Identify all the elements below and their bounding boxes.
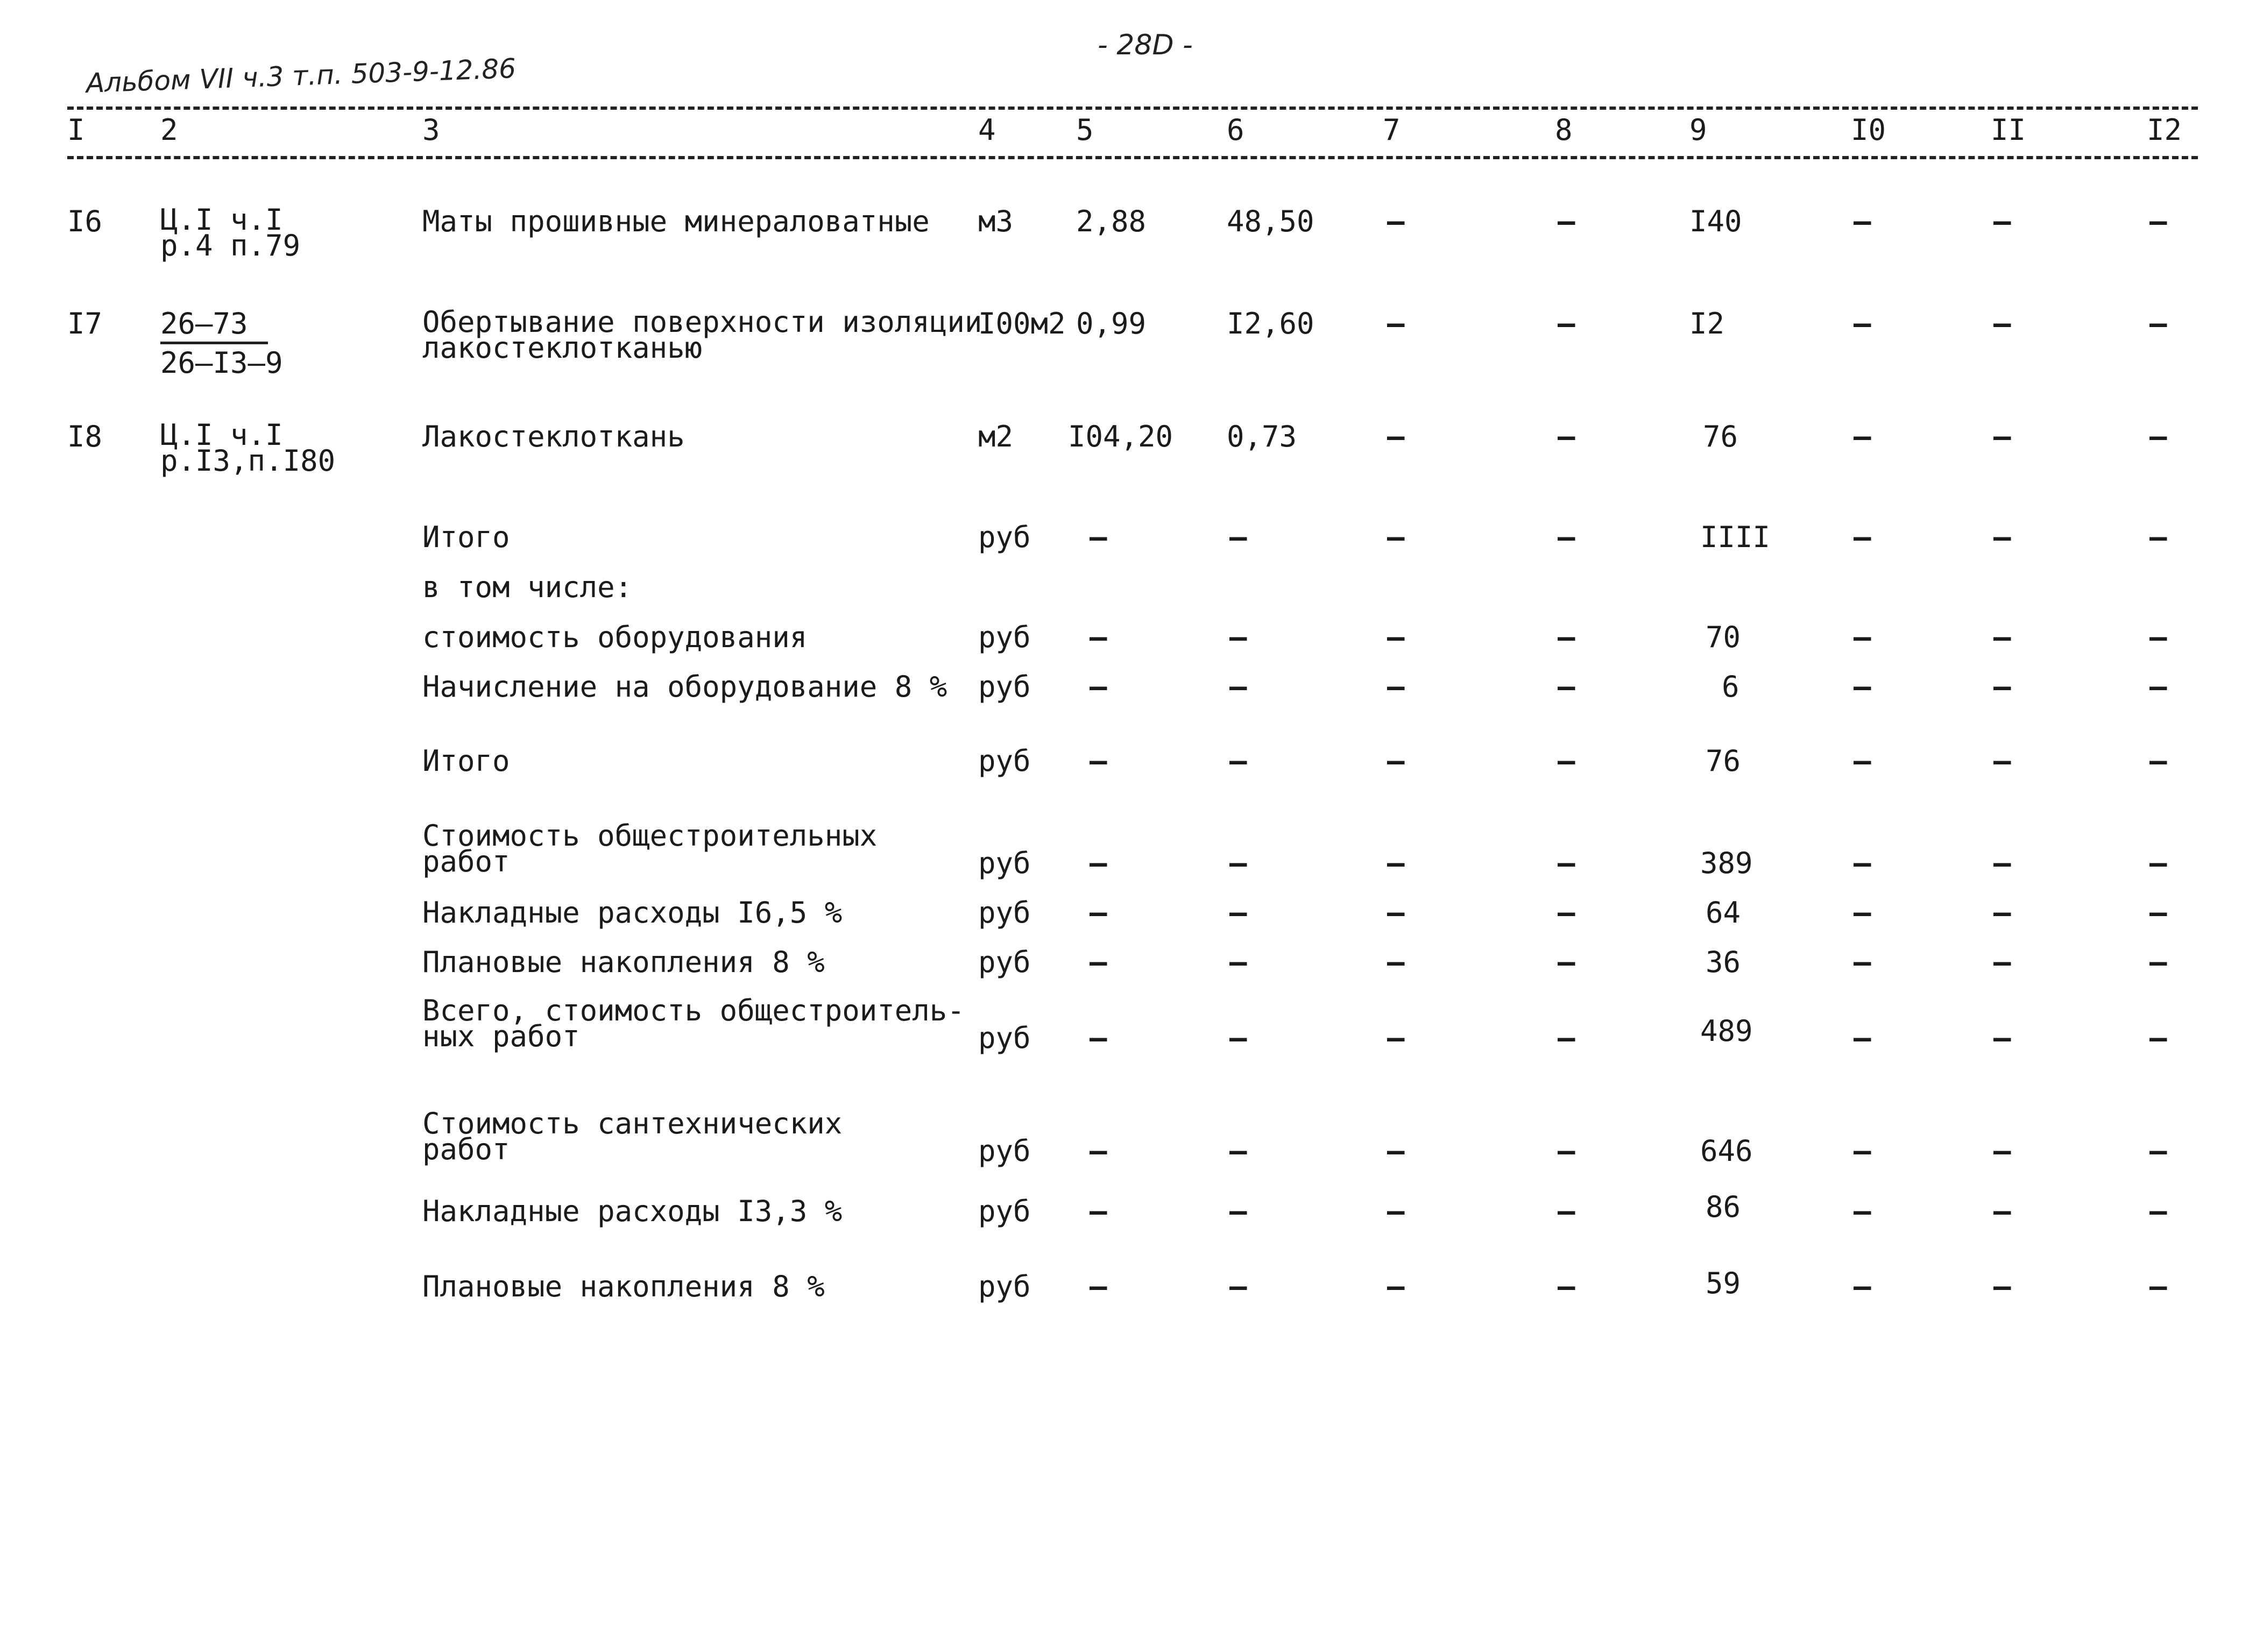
summary-col5: – (1090, 1134, 1107, 1168)
col-header-3: 3 (422, 113, 440, 147)
summary-col5: – (1090, 670, 1107, 704)
summary-col7: – (1387, 744, 1405, 778)
row-number: I6 (67, 204, 103, 238)
summary-unit: руб (978, 1270, 1031, 1303)
summary-value: 646 (1700, 1134, 1753, 1168)
summary-col10: – (1854, 1270, 1871, 1303)
summary-col5: – (1090, 620, 1107, 654)
summary-col7: – (1387, 1021, 1405, 1055)
ref-line: р.4 п.79 (160, 229, 301, 263)
summary-col8: – (1558, 1270, 1575, 1303)
summary-unit: руб (978, 846, 1031, 880)
summary-col6: – (1229, 520, 1247, 554)
row-col12: – (2149, 307, 2167, 341)
row-unit-price: 0,73 (1227, 420, 1297, 453)
summary-unit: руб (978, 744, 1031, 778)
summary-value: 389 (1700, 846, 1753, 880)
summary-col8: – (1558, 670, 1575, 704)
row-col11: – (1993, 307, 2011, 341)
summary-col6: – (1229, 896, 1247, 930)
summary-col6: – (1229, 670, 1247, 704)
summary-value: 86 (1706, 1190, 1741, 1224)
summary-col6: – (1229, 1021, 1247, 1055)
summary-unit: руб (978, 620, 1031, 654)
summary-col6: – (1229, 1270, 1247, 1303)
summary-col12: – (2149, 744, 2167, 778)
summary-col6: – (1229, 945, 1247, 979)
row-col8: – (1558, 420, 1575, 453)
col-header-6: 6 (1227, 113, 1244, 147)
row-unit: I00м2 (978, 307, 1066, 341)
summary-unit: руб (978, 520, 1031, 554)
summary-col6: – (1229, 1134, 1247, 1168)
summary-col11: – (1993, 1194, 2011, 1228)
summary-unit: руб (978, 1194, 1031, 1228)
album-reference: Альбом VII ч.3 т.п. 503-9-12.86 (85, 53, 517, 99)
summary-label: Итого (422, 520, 510, 554)
summary-col11: – (1993, 744, 2011, 778)
label-line: работ (422, 1132, 510, 1166)
ref-numerator: 26–73 (160, 309, 268, 344)
summary-col5: – (1090, 1021, 1107, 1055)
summary-col8: – (1558, 520, 1575, 554)
summary-col5: – (1090, 744, 1107, 778)
row-col7: – (1387, 307, 1405, 341)
summary-col10: – (1854, 620, 1871, 654)
summary-col10: – (1854, 1194, 1871, 1228)
row-unit: м2 (978, 420, 1014, 453)
row-col10: – (1854, 307, 1871, 341)
summary-col8: – (1558, 945, 1575, 979)
summary-col7: – (1387, 896, 1405, 930)
col-header-5: 5 (1076, 113, 1094, 147)
row-total: I2 (1689, 307, 1725, 341)
summary-col10: – (1854, 520, 1871, 554)
row-number: I7 (67, 307, 103, 341)
col-header-1: I (67, 113, 85, 147)
summary-col7: – (1387, 945, 1405, 979)
col-header-12: I2 (2147, 113, 2182, 147)
summary-col10: – (1854, 846, 1871, 880)
summary-col11: – (1993, 620, 2011, 654)
label-line: работ (422, 845, 510, 878)
summary-col10: – (1854, 896, 1871, 930)
summary-col7: – (1387, 846, 1405, 880)
summary-col12: – (2149, 620, 2167, 654)
summary-col12: – (2149, 520, 2167, 554)
col-header-4: 4 (978, 113, 996, 147)
summary-col7: – (1387, 620, 1405, 654)
summary-col10: – (1854, 1134, 1871, 1168)
name-line: Обертывание поверхности изоляции (422, 305, 982, 339)
summary-col6: – (1229, 744, 1247, 778)
row-quantity: I04,20 (1068, 420, 1173, 453)
summary-col5: – (1090, 1194, 1107, 1228)
col-header-7: 7 (1383, 113, 1401, 147)
summary-col7: – (1387, 1134, 1405, 1168)
summary-label: Начисление на оборудование 8 % (422, 670, 947, 704)
summary-value: 70 (1706, 620, 1741, 654)
summary-col10: – (1854, 945, 1871, 979)
summary-col11: – (1993, 1270, 2011, 1303)
summary-value: 64 (1706, 896, 1741, 930)
col-header-2: 2 (160, 113, 178, 147)
summary-label: Итого (422, 744, 510, 778)
summary-col6: – (1229, 846, 1247, 880)
label-line: Стоимость общестроительных (422, 819, 878, 853)
summary-col11: – (1993, 1134, 2011, 1168)
summary-label: в том числе: (422, 570, 633, 604)
row-col10: – (1854, 204, 1871, 238)
summary-label: Накладные расходы I3,3 % (422, 1194, 843, 1228)
label-line: Всего, стоимость общестроитель- (422, 994, 965, 1027)
header-bottom-rule (67, 156, 2198, 159)
summary-col8: – (1558, 1194, 1575, 1228)
summary-col8: – (1558, 896, 1575, 930)
summary-unit: руб (978, 1021, 1031, 1055)
row-name: Лакостеклоткань (422, 420, 685, 453)
summary-value: 6 (1722, 670, 1739, 704)
summary-col8: – (1558, 1134, 1575, 1168)
row-col11: – (1993, 420, 2011, 453)
summary-value: 76 (1706, 744, 1741, 778)
row-col8: – (1558, 204, 1575, 238)
summary-col10: – (1854, 744, 1871, 778)
label-line: ных работ (422, 1019, 580, 1053)
summary-col12: – (2149, 670, 2167, 704)
row-reference (160, 418, 336, 478)
summary-col11: – (1993, 1021, 2011, 1055)
summary-col10: – (1854, 1021, 1871, 1055)
summary-col8: – (1558, 846, 1575, 880)
summary-col12: – (2149, 1134, 2167, 1168)
summary-col11: – (1993, 520, 2011, 554)
summary-col6: – (1229, 620, 1247, 654)
row-col10: – (1854, 420, 1871, 453)
summary-value: 36 (1706, 945, 1741, 979)
summary-col7: – (1387, 520, 1405, 554)
summary-col12: – (2149, 896, 2167, 930)
summary-col12: – (2149, 945, 2167, 979)
summary-col5: – (1090, 846, 1107, 880)
row-col7: – (1387, 204, 1405, 238)
summary-col7: – (1387, 1270, 1405, 1303)
label-line: Стоимость сантехнических (422, 1107, 843, 1140)
row-number: I8 (67, 420, 103, 453)
summary-col8: – (1558, 620, 1575, 654)
summary-col7: – (1387, 670, 1405, 704)
summary-value: 59 (1706, 1266, 1741, 1300)
summary-col7: – (1387, 1194, 1405, 1228)
row-col7: – (1387, 420, 1405, 453)
summary-col5: – (1090, 1270, 1107, 1303)
summary-label (422, 994, 965, 1053)
row-name: Маты прошивные минераловатные (422, 204, 930, 238)
summary-label: Плановые накопления 8 % (422, 1270, 825, 1303)
summary-col8: – (1558, 1021, 1575, 1055)
summary-col12: – (2149, 1021, 2167, 1055)
row-unit-price: 48,50 (1227, 204, 1314, 238)
summary-label: Накладные расходы I6,5 % (422, 896, 843, 930)
summary-value: 489 (1700, 1014, 1753, 1048)
summary-label: стоимость оборудования (422, 620, 808, 654)
summary-col11: – (1993, 670, 2011, 704)
summary-col5: – (1090, 520, 1107, 554)
page-number: - 28D - (1098, 29, 1193, 61)
col-header-9: 9 (1689, 113, 1707, 147)
row-quantity: 0,99 (1076, 307, 1147, 341)
row-name (422, 305, 982, 365)
col-header-11: II (1991, 113, 2026, 147)
summary-col12: – (2149, 846, 2167, 880)
summary-label: Плановые накопления 8 % (422, 945, 825, 979)
header-top-rule (67, 107, 2198, 110)
summary-col6: – (1229, 1194, 1247, 1228)
summary-col8: – (1558, 744, 1575, 778)
summary-unit: руб (978, 945, 1031, 979)
ref-line: Ц.I ч.I (160, 418, 283, 452)
summary-label (422, 1107, 843, 1166)
summary-col11: – (1993, 945, 2011, 979)
summary-col5: – (1090, 896, 1107, 930)
ref-denominator: 26–I3–9 (160, 346, 283, 380)
row-total: 76 (1703, 420, 1738, 453)
row-quantity: 2,88 (1076, 204, 1147, 238)
row-total: I40 (1689, 204, 1742, 238)
row-unit: м3 (978, 204, 1014, 238)
row-col8: – (1558, 307, 1575, 341)
summary-value: IIII (1700, 520, 1771, 554)
summary-col10: – (1854, 670, 1871, 704)
summary-unit: руб (978, 896, 1031, 930)
row-unit-price: I2,60 (1227, 307, 1314, 341)
ref-line: р.I3,п.I80 (160, 444, 336, 478)
summary-col12: – (2149, 1194, 2167, 1228)
summary-col12: – (2149, 1270, 2167, 1303)
summary-col5: – (1090, 945, 1107, 979)
summary-label (422, 819, 878, 878)
row-reference (160, 203, 301, 263)
row-col12: – (2149, 204, 2167, 238)
row-col12: – (2149, 420, 2167, 453)
row-reference-fraction (160, 309, 283, 378)
col-header-8: 8 (1555, 113, 1573, 147)
summary-unit: руб (978, 670, 1031, 704)
summary-col11: – (1993, 896, 2011, 930)
row-col11: – (1993, 204, 2011, 238)
summary-col11: – (1993, 846, 2011, 880)
name-line: лакостеклотканью (422, 331, 703, 365)
col-header-10: I0 (1851, 113, 1886, 147)
ref-line: Ц.I ч.I (160, 203, 283, 237)
summary-unit: руб (978, 1134, 1031, 1168)
